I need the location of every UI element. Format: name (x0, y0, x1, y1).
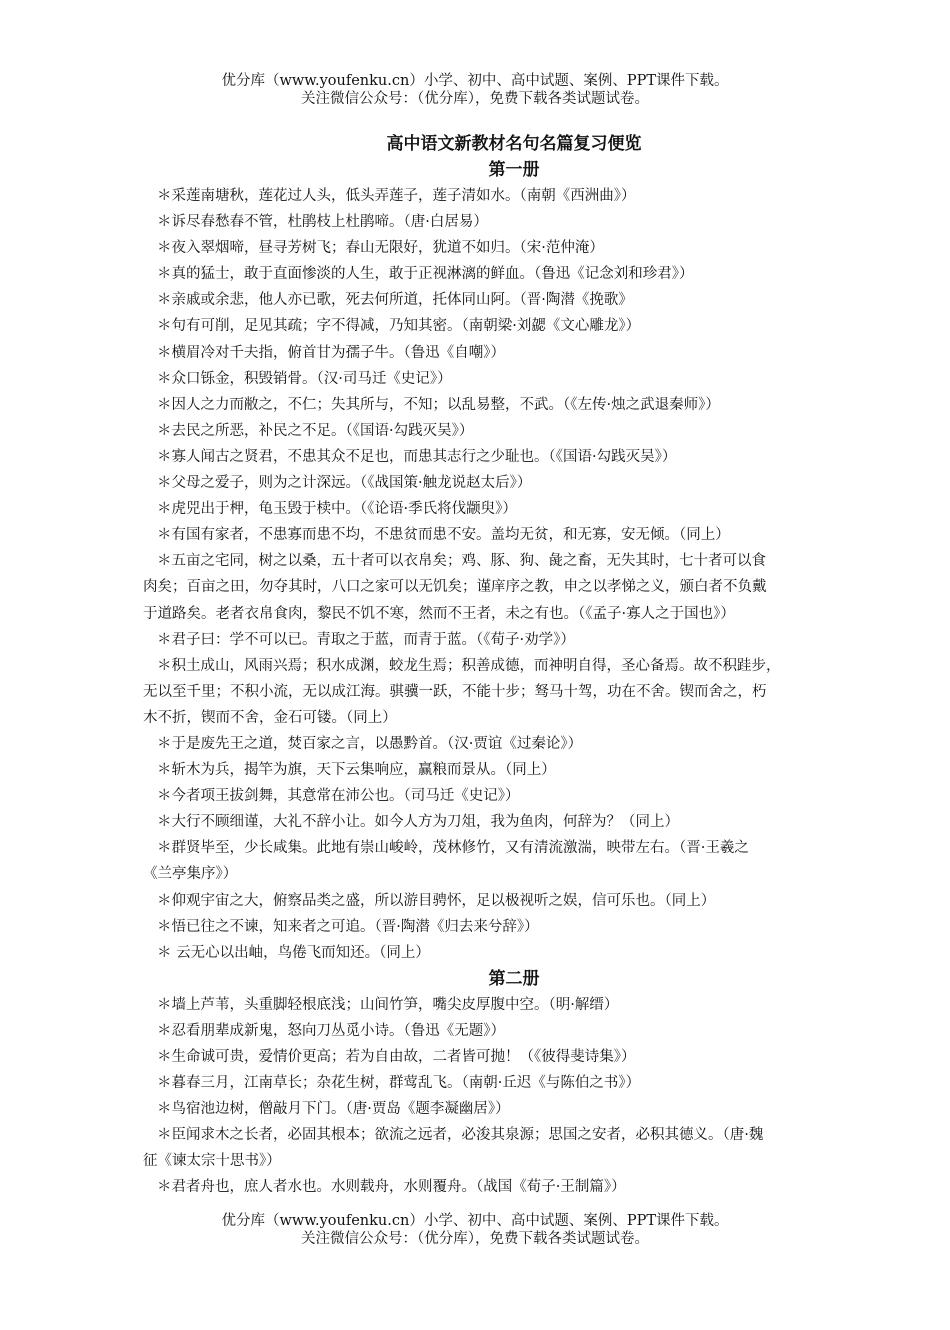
quote-paragraph-line: ＊群贤毕至，少长咸集。此地有崇山峻岭，茂林修竹，又有清流激湍，映带左右。（晋·王羲之 (157, 840, 749, 857)
quote-line: ＊仰观宇宙之大，俯察品类之盛，所以游目骋怀，足以极视听之娱，信可乐也。（同上） (157, 892, 716, 909)
quote-line: ＊父母之爱子，则为之计深远。（《战国策·触龙说赵太后》） (157, 475, 532, 492)
quote-line: ＊于是废先王之道，焚百家之言，以愚黔首。（汉·贾谊《过秦论》） (157, 735, 583, 752)
page-header (0, 72, 950, 108)
page-footer (0, 1212, 950, 1248)
quote-line: ＊君者舟也，庶人者水也。水则载舟，水则覆舟。（战国《荀子·王制篇》） (157, 1179, 626, 1196)
quote-line: ＊虎兕出于柙，龟玉毁于椟中。（《论语·季氏将伐颛臾》） (157, 501, 517, 518)
quote-line: ＊众口铄金，积毁销骨。（汉·司马迁《史记》） (157, 370, 452, 387)
quote-line: ＊去民之所恶，补民之不足。（《国语·勾践灭吴》） (157, 422, 474, 439)
quote-line: ＊鸟宿池边树，僧敲月下门。（唐·贾岛《题李凝幽居》） (157, 1101, 510, 1118)
quote-paragraph-line: ＊五亩之宅同，树之以桑，五十者可以衣帛矣；鸡、豚、狗、彘之畜，无失其时，七十者可以食 (157, 553, 766, 570)
section-heading-book2: 第二册 (488, 968, 540, 989)
quote-line: ＊采莲南塘秋，莲花过人头，低头弄莲子，莲子清如水。（南朝《西洲曲》） (157, 188, 636, 204)
quote-paragraph-line: ＊臣闻求木之长者，必固其根本；欲流之远者，必浚其泉源；思国之安者，必积其德义。（唐·魏 (157, 1127, 764, 1144)
header-line-2: 关注微信公众号：（优分库），免费下载各类试题试卷。 (301, 91, 649, 107)
quote-line: ＊墙上芦苇，头重脚轻根底浅；山间竹笋，嘴尖皮厚腹中空。（明·解缙） (157, 996, 619, 1013)
quote-paragraph-line: 肉矣；百亩之田，勿夺其时，八口之家可以无饥矣；谨庠序之教，申之以孝悌之义，颁白者不负戴 (143, 579, 767, 596)
quote-line: ＊暮春三月，江南草长；杂花生树，群莺乱飞。（南朝·丘迟《与陈伯之书》） (157, 1075, 641, 1092)
quote-line: ＊ 云无心以出岫，鸟倦飞而知还。（同上） (157, 944, 430, 961)
quote-line: ＊悟已往之不谏，知来者之可追。（晋·陶潜《归去来兮辞》） (157, 918, 539, 935)
quote-line: ＊今者项王拔剑舞，其意常在沛公也。（司马迁《史记》） (157, 788, 520, 805)
quote-line: ＊亲戚或余悲，他人亦已歌，死去何所道，托体同山阿。（晋·陶潜《挽歌》 (157, 292, 633, 309)
footer-line-2: 关注微信公众号：（优分库），免费下载各类试题试卷。 (301, 1231, 649, 1247)
quote-line: ＊有国有家者，不患寡而患不均，不患贫而患不安。盖均无贫，和无寡，安无倾。（同上） (157, 527, 730, 544)
quote-line: ＊忍看朋辈成新鬼，怒向刀丛觅小诗。（鲁迅《无题》） (157, 1022, 505, 1039)
quote-paragraph-line: 《兰亭集序》） (143, 866, 238, 883)
footer-line-1: 优分库（www.youfenku.cn）小学、初中、高中试题、案例、PPT课件下载。 (221, 1213, 729, 1229)
section-heading-book1: 第一册 (488, 160, 540, 180)
quote-line: ＊夜入翠烟啼，昼寻芳树飞；春山无限好，犹道不如归。（宋·范仲淹） (157, 240, 604, 257)
quote-line: ＊横眉冷对千夫指，俯首甘为孺子牛。（鲁迅《自嘲》） (157, 344, 505, 361)
quote-line: ＊句有可削，足见其疏；字不得减，乃知其密。（南朝梁·刘勰《文心雕龙》） (157, 318, 641, 335)
quote-line: ＊诉尽春愁春不管，杜鹃枝上杜鹃啼。（唐·白居易） (157, 214, 488, 231)
quote-line: ＊君子曰：学不可以已。青取之于蓝，而青于蓝。（《荀子·劝学》） (157, 631, 575, 648)
quote-line: ＊大行不顾细谨，大礼不辞小让。如今人方为刀俎，我为鱼肉，何辞为？（同上） (157, 814, 679, 831)
quote-paragraph-line: 于道路矣。老者衣帛食肉，黎民不饥不寒，然而不王者，未之有也。（《孟子·寡人之于国也》） (143, 605, 735, 622)
quote-paragraph-line: 木不折，锲而不舍，金石可镂。（同上） (143, 709, 397, 726)
quote-line: ＊生命诚可贵，爱情价更高；若为自由故，二者皆可抛！（《彼得斐诗集》） (157, 1049, 636, 1065)
quote-line: ＊斩木为兵，揭竿为旗，天下云集响应，赢粮而景从。（同上） (157, 762, 556, 779)
header-line-1: 优分库（www.youfenku.cn）小学、初中、高中试题、案例、PPT课件下载。 (221, 73, 729, 89)
quote-paragraph-line: ＊积土成山，风雨兴焉；积水成渊，蛟龙生焉；积善成德，而神明自得，圣心备焉。故不积跬步， (157, 657, 781, 674)
quote-line: ＊真的猛士，敢于直面惨淡的人生，敢于正视淋漓的鲜血。（鲁迅《记念刘和珍君》） (157, 266, 694, 283)
quote-line: ＊因人之力而敝之，不仁；失其所与，不知；以乱易整，不武。（《左传·烛之武退秦师》） (157, 396, 720, 413)
quote-paragraph-line: 无以至千里；不积小流，无以成江海。骐骥一跃，不能十步；驽马十驾，功在不舍。锲而舍之，朽 (143, 683, 767, 700)
document-title: 高中语文新教材名句名篇复习便览 (386, 134, 642, 154)
quote-line: ＊寡人闻古之贤君，不患其众不足也，而患其志行之少耻也。（《国语·勾践灭吴》） (157, 448, 677, 465)
quote-paragraph-line: 征《谏太宗十思书》） (143, 1153, 281, 1170)
document-body (143, 131, 885, 1201)
